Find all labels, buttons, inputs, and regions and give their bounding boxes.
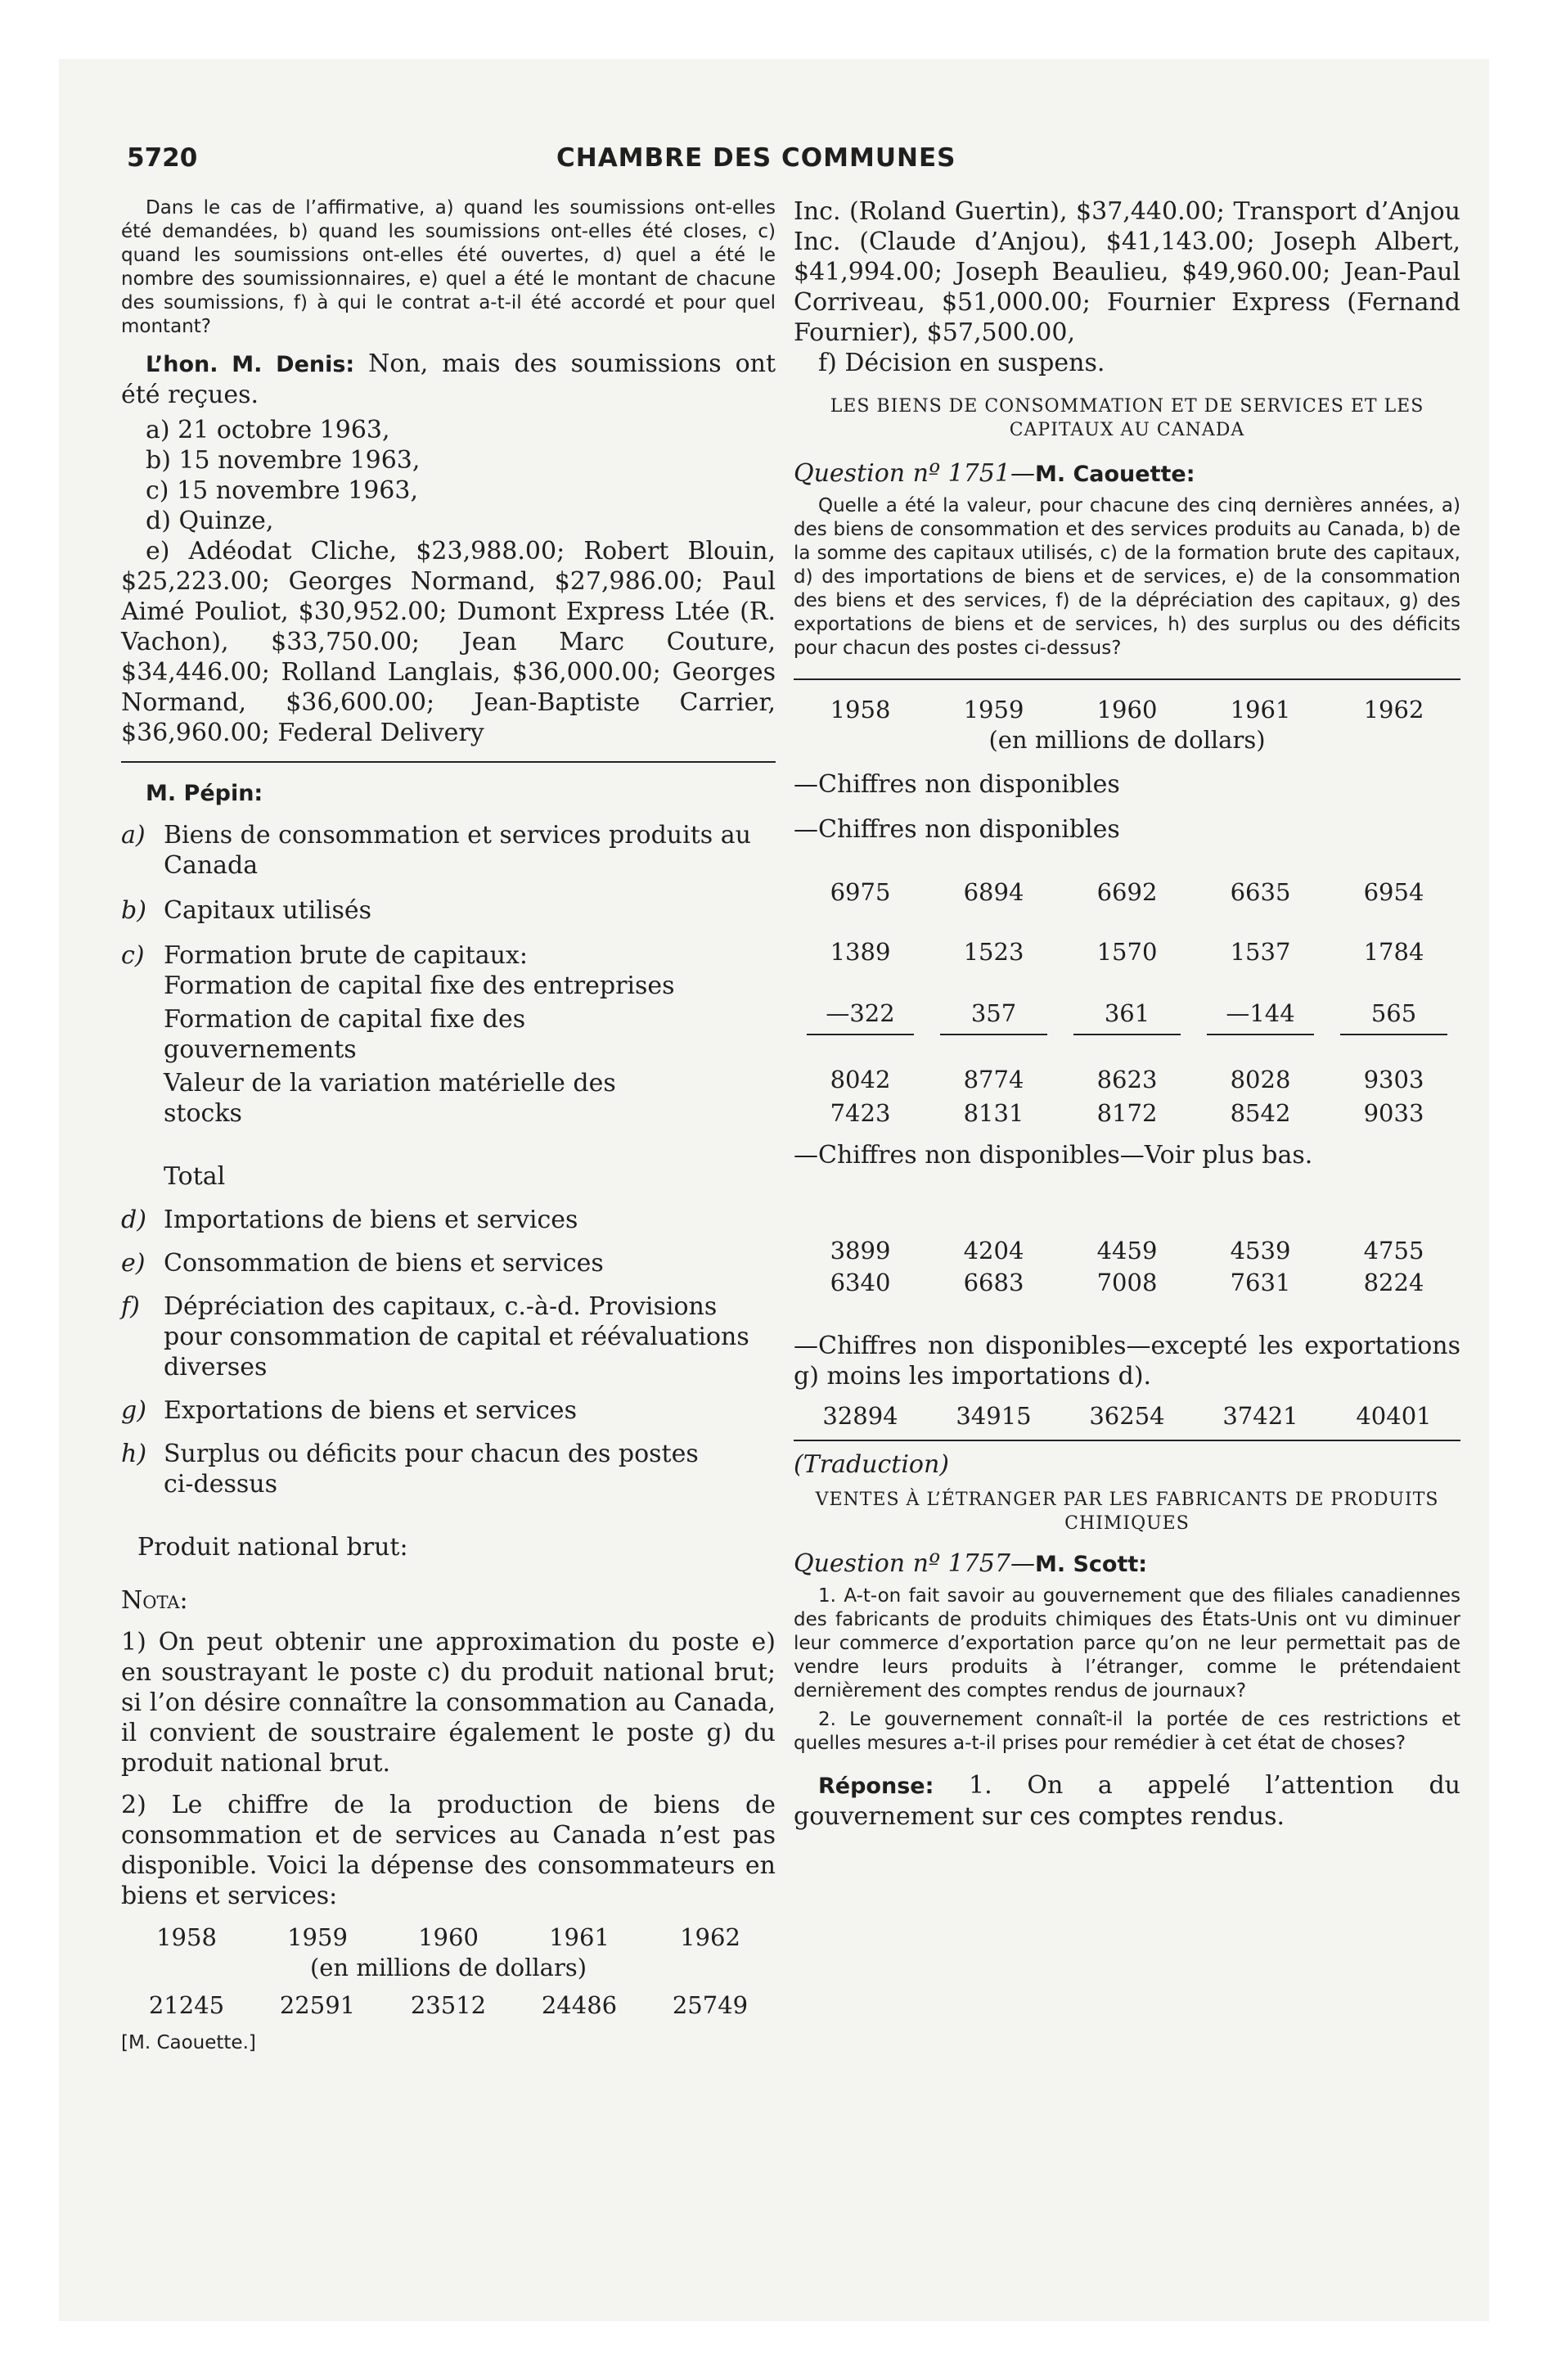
- year: 1959: [963, 696, 1024, 723]
- year: 1962: [680, 1923, 740, 1951]
- item-text: Dépréciation des capitaux, c.-à-d. Provisions pour consommation de capital et réévaluations diverses: [164, 1292, 749, 1382]
- cell: 4204: [963, 1237, 1024, 1264]
- list-item: [121, 1248, 776, 1278]
- list-item: [121, 1068, 776, 1129]
- item-text: Valeur de la variation matérielle des stocks: [164, 1069, 616, 1128]
- cell: 8542: [1230, 1099, 1291, 1127]
- table-row: [794, 1268, 1460, 1298]
- reponse: [794, 1770, 1460, 1832]
- year: 1961: [549, 1923, 610, 1951]
- cell: 34915: [956, 1402, 1032, 1430]
- cell: —322: [826, 999, 895, 1027]
- item-text: Importations de biens et services: [164, 1206, 578, 1234]
- table-row: [794, 937, 1460, 967]
- cell: 6894: [963, 878, 1024, 906]
- item-key: e): [121, 1249, 146, 1278]
- continuation: Inc. (Roland Guertin), $37,440.00; Transport d’Anjou Inc. (Claude d’Anjou), $41,143.00; Joseph Albert, $41,994.00; Joseph Beaulieu, $49,960.00; Jean-Paul Corriveau, $51,000.00; Fournier Express (Fernand Fournier), $57,500.00,: [794, 197, 1460, 347]
- divider: [794, 678, 1460, 680]
- value: 25749: [672, 1991, 749, 2019]
- questioner: M. Scott:: [1034, 1552, 1148, 1577]
- note-2: 2) Le chiffre de la production de biens de consommation et de services au Canada n’est pas disponible. Voici la dépense des consommateurs en biens et services:: [121, 1791, 776, 1910]
- item-text: Exportations de biens et services: [164, 1396, 577, 1425]
- cell: 565: [1370, 999, 1417, 1027]
- item-text: Capitaux utilisés: [164, 896, 372, 925]
- year: 1960: [418, 1923, 479, 1951]
- list-item: [121, 1291, 776, 1382]
- question-1757-part-2: 2. Le gouvernement connaît-il la portée de ces restrictions et quelles mesures a-t-il prises pour remédier à cet état de choses?: [794, 1709, 1460, 1754]
- item-text: Biens de consommation et services produits au Canada: [164, 821, 751, 880]
- cell: 357: [970, 999, 1017, 1027]
- answer-a: a) 21 octobre 1963,: [146, 416, 390, 444]
- list-item: [121, 940, 776, 971]
- cell: 361: [1104, 999, 1150, 1027]
- item-key: a): [121, 821, 146, 850]
- sum-rules: [794, 1034, 1460, 1045]
- list-item: [121, 820, 776, 881]
- unit-label: (en millions de dollars): [309, 1954, 587, 1981]
- cell: 8224: [1363, 1269, 1424, 1296]
- not-available-b: —Chiffres non disponibles: [794, 815, 1120, 844]
- year: 1960: [1096, 696, 1158, 723]
- cell: 37421: [1222, 1402, 1298, 1430]
- cell: 40401: [1356, 1402, 1432, 1430]
- cell: 6954: [1363, 878, 1424, 906]
- traduction-label: (Traduction): [794, 1450, 950, 1479]
- answer-table: [794, 695, 1460, 1431]
- question-1751: [794, 458, 1460, 489]
- table-row: [794, 1236, 1460, 1266]
- table-row: [794, 877, 1460, 908]
- not-available-a: —Chiffres non disponibles: [794, 770, 1120, 799]
- cell: —144: [1226, 999, 1295, 1027]
- cell: 8774: [963, 1066, 1024, 1093]
- item-key: h): [121, 1440, 147, 1468]
- questioner: M. Caouette:: [1034, 462, 1195, 487]
- cell: 8172: [1096, 1099, 1158, 1127]
- cell: 7008: [1096, 1269, 1158, 1296]
- cell: 6635: [1230, 878, 1291, 906]
- value: 22591: [279, 1991, 356, 2019]
- cell: 4755: [1363, 1237, 1424, 1264]
- item-text: Formation brute de capitaux:: [164, 941, 528, 970]
- list-item: [121, 1161, 776, 1192]
- question-number: Question nº 1751—: [794, 459, 1035, 488]
- table-row: [794, 1401, 1460, 1431]
- page-number: 5720: [127, 143, 198, 173]
- answer-c: c) 15 novembre 1963,: [146, 476, 419, 505]
- cell: 8028: [1230, 1066, 1291, 1093]
- list-item: [121, 895, 776, 926]
- reponse-label: Réponse:: [818, 1774, 934, 1799]
- question-1751-text: Quelle a été la valeur, pour chacune des cinq dernières années, a) des biens de consommation et des services produits au Canada, b) de la somme des capitaux utilisés, c) de la formation brute des capitaux, d) des importations de biens et de services, e) de la consommation des biens et des services, f) de la dépréciation des capitaux, g) des exportations de biens et de services, h) des surplus ou des déficits pour chacun des postes ci-dessus?: [794, 495, 1460, 659]
- list-item: [121, 1395, 776, 1426]
- cell: 32894: [822, 1402, 898, 1430]
- cell: 4539: [1230, 1237, 1291, 1264]
- list-item: [121, 971, 776, 1001]
- cell: 1570: [1096, 938, 1158, 966]
- answer-b: b) 15 novembre 1963,: [146, 446, 421, 475]
- section-heading-1: LES BIENS DE CONSOMMATION ET DE SERVICES ET LES CAPITAUX AU CANADA: [830, 396, 1424, 440]
- cell: 1784: [1363, 938, 1424, 966]
- table-row: [794, 1098, 1460, 1129]
- item-text: Formation de capital fixe des gouvernements: [164, 1005, 526, 1064]
- item-list: [121, 820, 776, 1499]
- years-row: [121, 1922, 776, 1953]
- table-row: [794, 998, 1460, 1029]
- page-header: [0, 143, 1548, 184]
- cell: 1523: [963, 938, 1024, 966]
- consumption-row: [121, 1990, 776, 2021]
- cell: 7423: [830, 1099, 891, 1127]
- divider: [794, 1440, 1460, 1441]
- list-item: [121, 1205, 776, 1235]
- note-1: 1) On peut obtenir une approximation du poste e) en soustrayant le poste c) du produit national brut; si l’on désire connaître la consommation au Canada, il convient de soustraire également le poste g) du produit national brut.: [121, 1628, 776, 1778]
- right-column: [794, 196, 1460, 1832]
- item-key: f): [121, 1292, 140, 1321]
- left-column: [121, 196, 776, 2053]
- question-1757: [794, 1548, 1460, 1580]
- cell: 6683: [963, 1269, 1024, 1296]
- years-row: [794, 695, 1460, 725]
- item-key: d): [121, 1206, 146, 1234]
- not-available-h: —Chiffres non disponibles—excepté les exportations g) moins les importations d).: [794, 1332, 1460, 1391]
- year: 1958: [830, 696, 891, 723]
- answer-d: d) Quinze,: [146, 507, 274, 535]
- section-heading-2: VENTES À L’ÉTRANGER PAR LES FABRICANTS DE PRODUITS CHIMIQUES: [815, 1490, 1439, 1534]
- reponse-text: 1. On a appelé l’attention du gouvernement sur ces comptes rendus.: [794, 1771, 1460, 1831]
- cell: 3899: [830, 1237, 891, 1264]
- page-title: CHAMBRE DES COMMUNES: [556, 143, 956, 173]
- year: 1958: [156, 1923, 217, 1951]
- cell: 1389: [830, 938, 891, 966]
- unit-label: (en millions de dollars): [988, 726, 1266, 754]
- pnb-label: Produit national brut:: [137, 1533, 408, 1562]
- item-key: c): [121, 941, 145, 970]
- question-number: Question nº 1757—: [794, 1549, 1035, 1578]
- nota-label: Nota:: [121, 1586, 188, 1615]
- item-text: Total: [164, 1162, 226, 1191]
- year: 1962: [1363, 696, 1424, 723]
- cell: 8623: [1096, 1066, 1158, 1093]
- cell: 8131: [963, 1099, 1024, 1127]
- cell: 4459: [1096, 1237, 1158, 1264]
- year: 1961: [1230, 696, 1291, 723]
- table-row: [794, 1065, 1460, 1095]
- answer-e: e) Adéodat Cliche, $23,988.00; Robert Blouin, $25,223.00; Georges Normand, $27,986.00; Paul Aimé Pouliot, $30,952.00; Dumont Express Ltée (R. Vachon), $33,750.00; Jean Marc Couture, $34,446.00; Rolland Langlais, $36,000.00; Georges Normand, $36,600.00; Jean-Baptiste Carrier, $36,960.00; Federal Delivery: [121, 537, 776, 747]
- cell: 9033: [1363, 1099, 1424, 1127]
- speaker-denis: L’hon. M. Denis:: [146, 352, 355, 377]
- item-key: g): [121, 1396, 146, 1425]
- question-1757-part-1: 1. A-t-on fait savoir au gouvernement que des filiales canadiennes des fabricants de produits chimiques des États-Unis ont vu diminuer leur commerce d’exportation parce qu’on ne leur permettait pas de vendre leurs produits à l’étranger, comme le prétendaient dernièrement des comptes rendus de journaux?: [794, 1585, 1460, 1702]
- cell: 6975: [830, 878, 891, 906]
- cell: 6340: [830, 1269, 891, 1296]
- question-intro: Dans le cas de l’affirmative, a) quand les soumissions ont-elles été demandées, b) quand les soumissions ont-elles été closes, c) quand les soumissions ont-elles été ouvertes, d) quel a été le nombre des soumissionnaires, e) quel a été le montant de chacune des soumissions, f) à qui le contrat a-t-il été accordé et pour quel montant?: [121, 197, 776, 337]
- divider: [121, 761, 776, 763]
- citation: [M. Caouette.]: [121, 2032, 256, 2053]
- cell: 7631: [1230, 1269, 1291, 1296]
- speaker-pepin: [121, 778, 776, 809]
- not-available-e: —Chiffres non disponibles—Voir plus bas.: [794, 1141, 1313, 1170]
- list-item: [121, 1004, 776, 1065]
- cell: 9303: [1363, 1066, 1424, 1093]
- item-text: Formation de capital fixe des entreprises: [164, 971, 675, 1000]
- denis-text: Non, mais des soumissions ont été reçues.: [121, 349, 776, 409]
- list-item: [121, 1439, 776, 1499]
- value: 21245: [148, 1991, 225, 2019]
- pepin-label: M. Pépin:: [146, 781, 263, 806]
- cell: 8042: [830, 1066, 891, 1093]
- value: 23512: [410, 1991, 487, 2019]
- item-key: b): [121, 896, 146, 925]
- denis-answer: [121, 349, 776, 410]
- year: 1959: [287, 1923, 348, 1951]
- cell: 1537: [1230, 938, 1291, 966]
- cell: 36254: [1089, 1402, 1165, 1430]
- cell: 6692: [1096, 878, 1158, 906]
- item-text: Surplus ou déficits pour chacun des postes ci-dessus: [164, 1440, 699, 1499]
- value: 24486: [541, 1991, 618, 2019]
- item-text: Consommation de biens et services: [164, 1249, 604, 1278]
- answer-f: f) Décision en suspens.: [818, 349, 1105, 377]
